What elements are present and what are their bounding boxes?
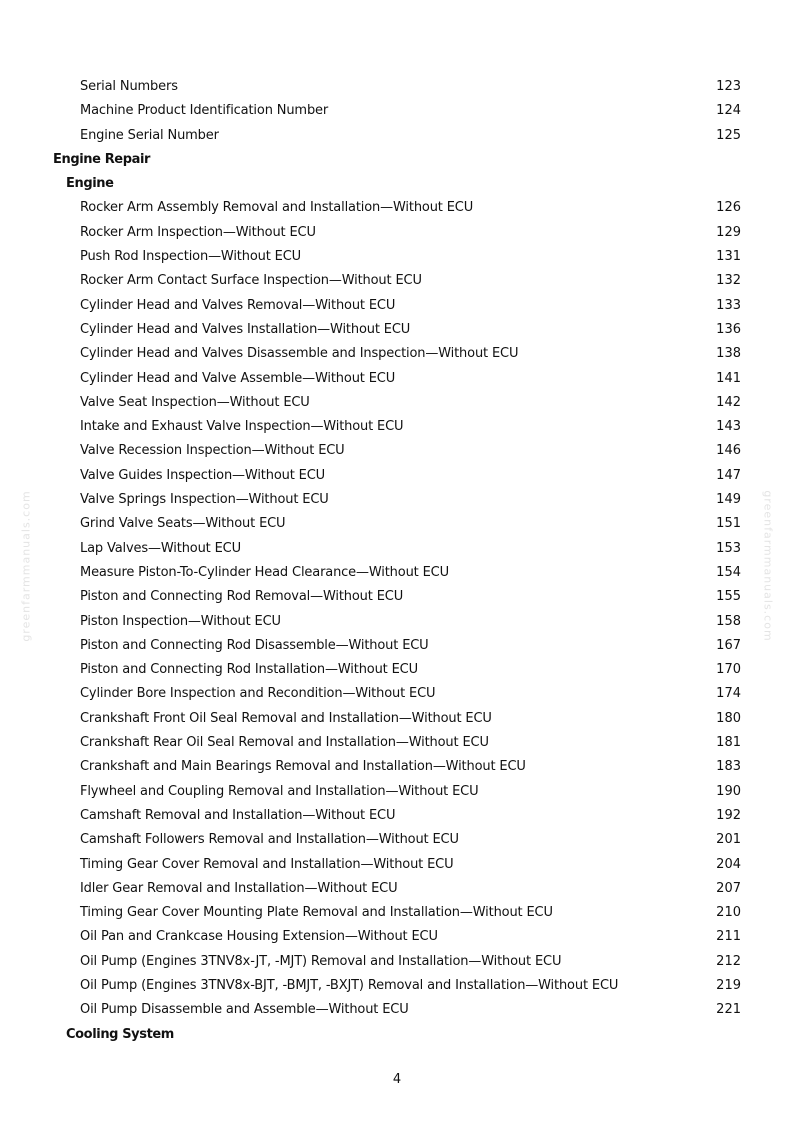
toc-entry[interactable]	[0, 512, 794, 536]
toc-section-heading[interactable]	[0, 148, 794, 172]
toc-entry-title: Piston and Connecting Rod Removal—Without ECU	[80, 589, 404, 605]
toc-entry-page-number: 138	[716, 346, 741, 362]
toc-entry[interactable]	[0, 75, 794, 99]
toc-entry-page-number: 151	[716, 516, 741, 532]
toc-section-heading[interactable]	[0, 1023, 794, 1047]
toc-entry-page-number: 204	[716, 856, 741, 872]
toc-entry-title: Piston and Connecting Rod Disassemble—Without ECU	[80, 637, 429, 653]
toc-entry[interactable]	[0, 561, 794, 585]
toc-entry[interactable]	[0, 221, 794, 245]
toc-entry-title: Camshaft Followers Removal and Installation—Without ECU	[80, 832, 459, 848]
page-number: 4	[392, 1072, 402, 1087]
toc-entry-title: Valve Springs Inspection—Without ECU	[80, 492, 329, 508]
toc-entry-title: Engine	[66, 176, 114, 192]
toc-entry[interactable]	[0, 318, 794, 342]
toc-entry[interactable]	[0, 585, 794, 609]
toc-entry-title: Engine Repair	[53, 151, 151, 167]
toc-entry-page-number: 170	[716, 662, 741, 678]
toc-entry[interactable]	[0, 780, 794, 804]
toc-entry-title: Oil Pan and Crankcase Housing Extension—Without ECU	[80, 929, 438, 945]
toc-entry-page-number: 201	[716, 832, 741, 848]
toc-entry-title: Crankshaft Front Oil Seal Removal and Installation—Without ECU	[80, 710, 492, 726]
toc-entry-page-number: 181	[716, 735, 741, 751]
toc-entry-title: Piston Inspection—Without ECU	[80, 613, 281, 629]
watermark-left: greenfarmmanuals.com	[19, 490, 33, 642]
toc-entry[interactable]	[0, 537, 794, 561]
toc-entry-page-number: 123	[716, 79, 741, 94]
toc-entry-title: Measure Piston-To-Cylinder Head Clearance—Without ECU	[80, 564, 449, 580]
toc-entry[interactable]	[0, 755, 794, 779]
toc-entry-title: Timing Gear Cover Mounting Plate Removal and Installation—Without ECU	[80, 905, 553, 921]
toc-entry-title: Cylinder Head and Valves Removal—Without ECU	[80, 297, 396, 313]
toc-entry-page-number: 149	[716, 492, 741, 508]
toc-entry[interactable]	[0, 245, 794, 269]
toc-entry-page-number: 158	[716, 613, 741, 629]
toc-entry-page-number: 125	[716, 127, 741, 143]
toc-entry-title: Crankshaft Rear Oil Seal Removal and Installation—Without ECU	[80, 735, 489, 751]
toc-entry-title: Oil Pump (Engines 3TNV8x-JT, -MJT) Removal and Installation—Without ECU	[80, 953, 562, 969]
toc-entry-title: Idler Gear Removal and Installation—Without ECU	[80, 880, 398, 896]
toc-entry-page-number: 141	[716, 370, 741, 386]
toc-entry-page-number: 155	[716, 589, 741, 605]
toc-entry[interactable]	[0, 828, 794, 852]
toc-entry-title: Crankshaft and Main Bearings Removal and Installation—Without ECU	[80, 759, 526, 775]
toc-entry[interactable]	[0, 391, 794, 415]
toc-entry-title: Cooling System	[66, 1026, 174, 1042]
toc-entry-title: Grind Valve Seats—Without ECU	[80, 516, 286, 532]
toc-entry[interactable]	[0, 439, 794, 463]
toc-entry-title: Intake and Exhaust Valve Inspection—Without ECU	[80, 419, 404, 435]
toc-entry[interactable]	[0, 610, 794, 634]
toc-entry[interactable]	[0, 974, 794, 998]
toc-entry-page-number: 183	[716, 759, 741, 775]
toc-entry-title: Machine Product Identification Number	[80, 103, 329, 119]
toc-entry[interactable]	[0, 464, 794, 488]
toc-entry-title: Cylinder Head and Valves Disassemble and Inspection—Without ECU	[80, 346, 519, 362]
toc-entry-title: Cylinder Head and Valves Installation—Without ECU	[80, 321, 411, 337]
toc-entry-page-number: 126	[716, 200, 741, 216]
toc-entry-title: Oil Pump Disassemble and Assemble—Without ECU	[80, 1002, 409, 1018]
toc-entry-page-number: 147	[716, 467, 741, 483]
toc-entry-title: Camshaft Removal and Installation—Without ECU	[80, 807, 396, 823]
toc-entry-page-number: 154	[716, 564, 741, 580]
toc-entry[interactable]	[0, 877, 794, 901]
toc-entry-page-number: 212	[716, 953, 741, 969]
toc-entry[interactable]	[0, 998, 794, 1022]
toc-entry-page-number: 136	[716, 321, 741, 337]
toc-entry-title: Piston and Connecting Rod Installation—Without ECU	[80, 662, 418, 678]
toc-entry-page-number: 192	[716, 807, 741, 823]
watermark-right: greenfarmmanuals.com	[761, 490, 775, 642]
toc-entry[interactable]	[0, 294, 794, 318]
toc-entry-title: Oil Pump (Engines 3TNV8x-BJT, -BMJT, -BXJT) Removal and Installation—Without ECU	[80, 977, 619, 993]
toc-entry-title: Rocker Arm Contact Surface Inspection—Without ECU	[80, 273, 422, 289]
toc-entry[interactable]	[0, 488, 794, 512]
toc-entry-page-number: 190	[716, 783, 741, 799]
toc-entry[interactable]	[0, 682, 794, 706]
toc-entry-page-number: 153	[716, 540, 741, 556]
toc-entry[interactable]	[0, 367, 794, 391]
toc-entry-title: Lap Valves—Without ECU	[80, 540, 241, 556]
toc-entry-page-number: 142	[716, 394, 741, 410]
toc-entry-page-number: 146	[716, 443, 741, 459]
toc-entry-page-number: 210	[716, 905, 741, 921]
toc-entry-page-number: 132	[716, 273, 741, 289]
toc-entry-page-number: 219	[716, 977, 741, 993]
toc-entry-title: Cylinder Head and Valve Assemble—Without ECU	[80, 370, 396, 386]
toc-entry[interactable]	[0, 99, 794, 123]
toc-entry-title: Valve Guides Inspection—Without ECU	[80, 467, 326, 483]
toc-entry-page-number: 207	[716, 880, 741, 896]
toc-entry-title: Engine Serial Number	[80, 127, 219, 143]
toc-entry[interactable]	[0, 634, 794, 658]
toc-entry[interactable]	[0, 342, 794, 366]
toc-entry-page-number: 133	[716, 297, 741, 313]
toc-entry-title: Push Rod Inspection—Without ECU	[80, 249, 302, 265]
toc-entry-title: Cylinder Bore Inspection and Recondition—Without ECU	[80, 686, 436, 702]
toc-entry[interactable]	[0, 707, 794, 731]
toc-entry-page-number: 221	[716, 1002, 741, 1018]
toc-entry[interactable]	[0, 196, 794, 220]
toc-entry[interactable]	[0, 901, 794, 925]
toc-entry[interactable]	[0, 950, 794, 974]
toc-entry[interactable]	[0, 124, 794, 148]
toc-entry-page-number: 174	[716, 686, 741, 702]
toc-entry-title: Serial Numbers	[80, 79, 178, 94]
table-of-contents	[0, 75, 794, 1047]
toc-entry-page-number: 143	[716, 419, 741, 435]
toc-entry[interactable]	[0, 269, 794, 293]
toc-entry-title: Valve Seat Inspection—Without ECU	[80, 394, 310, 410]
toc-entry[interactable]	[0, 415, 794, 439]
toc-entry-page-number: 129	[716, 224, 741, 240]
toc-entry-title: Rocker Arm Inspection—Without ECU	[80, 224, 316, 240]
toc-entry-title: Rocker Arm Assembly Removal and Installation—Without ECU	[80, 200, 474, 216]
toc-entry-page-number: 124	[716, 103, 741, 119]
toc-entry-page-number: 211	[716, 929, 741, 945]
toc-entry-page-number: 167	[716, 637, 741, 653]
toc-entry[interactable]	[0, 804, 794, 828]
toc-entry[interactable]	[0, 853, 794, 877]
toc-entry[interactable]	[0, 658, 794, 682]
toc-entry-title: Flywheel and Coupling Removal and Installation—Without ECU	[80, 783, 479, 799]
toc-entry[interactable]	[0, 925, 794, 949]
toc-entry-title: Timing Gear Cover Removal and Installation—Without ECU	[80, 856, 454, 872]
toc-section-heading[interactable]	[0, 172, 794, 196]
toc-entry[interactable]	[0, 731, 794, 755]
toc-entry-title: Valve Recession Inspection—Without ECU	[80, 443, 345, 459]
toc-entry-page-number: 131	[716, 249, 741, 265]
toc-entry-page-number: 180	[716, 710, 741, 726]
